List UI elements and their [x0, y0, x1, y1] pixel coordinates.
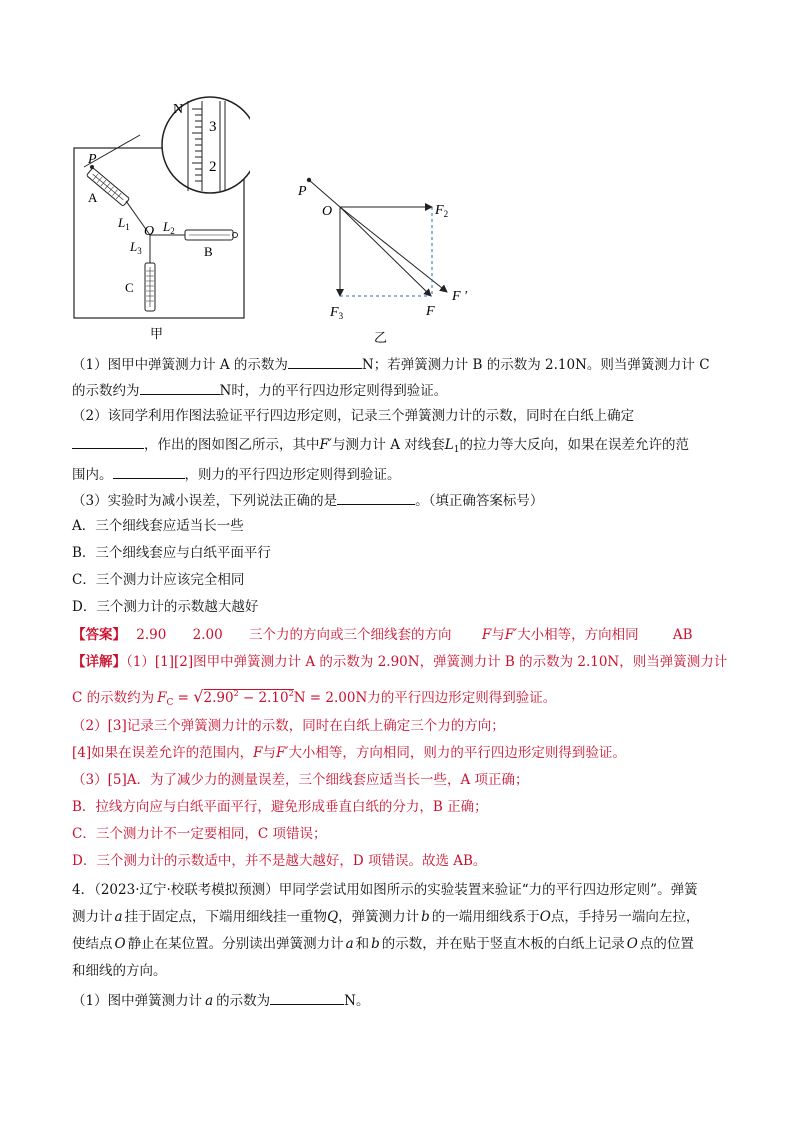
label-o: O	[322, 204, 333, 219]
q3-option-a: A．三个细线套应适当长一些	[72, 518, 244, 534]
label-l2: $L_2$	[163, 219, 175, 236]
detail-line2: C 的示数约为 $F_C = √2.90^2 - 2.10^2N = 2.00N$力的平行四边形定则得到验证。	[72, 687, 557, 708]
figure-jia	[70, 95, 250, 350]
label-f2: $F_2$	[435, 203, 449, 219]
detail-line4: [4]如果在误差允许的范围内，F与F′大小相等，方向相同，则力的平行四边形定则得到验证。	[72, 745, 626, 761]
label-f: F	[426, 304, 435, 319]
detail-line5: （3）[5]A．为了减少力的测量误差，三个细线套应适当长一些，A 项正确；	[72, 772, 529, 788]
detail-line6: B．拉线方向应与白纸平面平行，避免形成垂直白纸的分力，B 正确；	[72, 799, 488, 815]
label-f-prime: F ′	[452, 289, 468, 304]
q3-option-c: C．三个测力计应该完全相同	[72, 572, 245, 588]
q4-line3: 使结点 O 静止在某位置。分别读出弹簧测力计 a 和 b 的示数，并在贴于竖直木板的白纸上记录 O 点的位置	[72, 936, 694, 952]
label-l3: $L_3$	[130, 239, 142, 256]
q2-blank-1[interactable]	[72, 434, 144, 449]
q3-option-d: D．三个测力计的示数越大越好	[72, 599, 259, 615]
vector-f	[340, 207, 431, 296]
label-p: P	[88, 152, 97, 167]
q2-line3: 围内。 ，则力的平行四边形定则得到验证。	[72, 464, 401, 484]
q1-blank-1[interactable]	[288, 354, 362, 369]
label-o: O	[144, 224, 155, 239]
label-p: P	[298, 184, 307, 199]
q1-blank-2[interactable]	[140, 380, 220, 395]
label-a: A	[88, 190, 98, 205]
q4-blank[interactable]	[270, 990, 344, 1005]
q4-line4: 和细线的方向。	[72, 963, 167, 979]
detail-line7: C．三个测力计不一定要相同，C 项错误；	[72, 826, 327, 842]
detail-line3: （2）[3]记录三个弹簧测力计的示数，同时在白纸上确定三个力的方向；	[72, 718, 505, 734]
q4-line2: 测力计 a 挂于固定点，下端用细线挂一重物Q，弹簧测力计 b 的一端用细线系于O点，手持另一端向左拉，	[72, 909, 700, 925]
label-b: B	[204, 244, 213, 259]
answer-line: 【答案】 2.90 2.00 三个力的方向或三个细线套的方向 F与F′大小相等，方向相同 AB	[72, 627, 693, 643]
label-l1: $L_1$	[118, 215, 130, 232]
q2-line1: （2）该同学利用作图法验证平行四边形定则，记录三个弹簧测力计的示数，同时在白纸上确定	[72, 408, 635, 424]
q3-blank[interactable]	[337, 490, 415, 505]
caption-jia: 甲	[150, 327, 164, 342]
q1-line1: （1）图甲中弹簧测力计 A 的示数为 N；若弹簧测力计 B 的示数为 2.10N。则当弹簧测力计 C	[72, 354, 710, 374]
q1-line2: 的示数约为 N时，力的平行四边形定则得到验证。	[72, 380, 447, 400]
sqrt-sign: √	[193, 687, 204, 706]
zoom-unit: N	[173, 102, 184, 117]
q4-line1: 4．（2023·辽宁·校联考模拟预测）甲同学尝试用如图所示的实验装置来验证“力的平行四边形定则”。弹簧	[72, 882, 698, 898]
q2-blank-2[interactable]	[113, 464, 185, 479]
q2-line2: ，作出的图如图乙所示，其中F′与测力计 A 对线套$L_1$的拉力等大反向，如果在误差允许的范	[72, 434, 689, 459]
q3-option-b: B．三个细线套应与白纸平面平行	[72, 545, 271, 561]
detail-tag: 【详解】	[72, 654, 126, 670]
q3-line1: （3）实验时为减小误差，下列说法正确的是 。（填正确答案标号）	[72, 490, 543, 510]
label-f3: $F_3$	[330, 305, 344, 321]
figure-yi	[290, 170, 490, 350]
q4-line5: （1）图中弹簧测力计 a 的示数为 N。	[72, 990, 369, 1010]
detail-line8: D．三个测力计的示数适中，并不是越大越好，D 项错误。故选 AB。	[72, 853, 487, 869]
label-c: C	[125, 280, 134, 295]
caption-yi: 乙	[374, 331, 388, 346]
zoom-tick-3: 3	[209, 119, 217, 135]
answer-tag: 【答案】	[72, 627, 126, 643]
zoom-tick-2: 2	[209, 159, 217, 175]
vector-f-prime	[340, 207, 447, 292]
detail-line1: 【详解】（1）[1][2]图甲中弹簧测力计 A 的示数为 2.90N，弹簧测力计 B 的示数为 2.10N，则当弹簧测力计	[72, 654, 728, 670]
